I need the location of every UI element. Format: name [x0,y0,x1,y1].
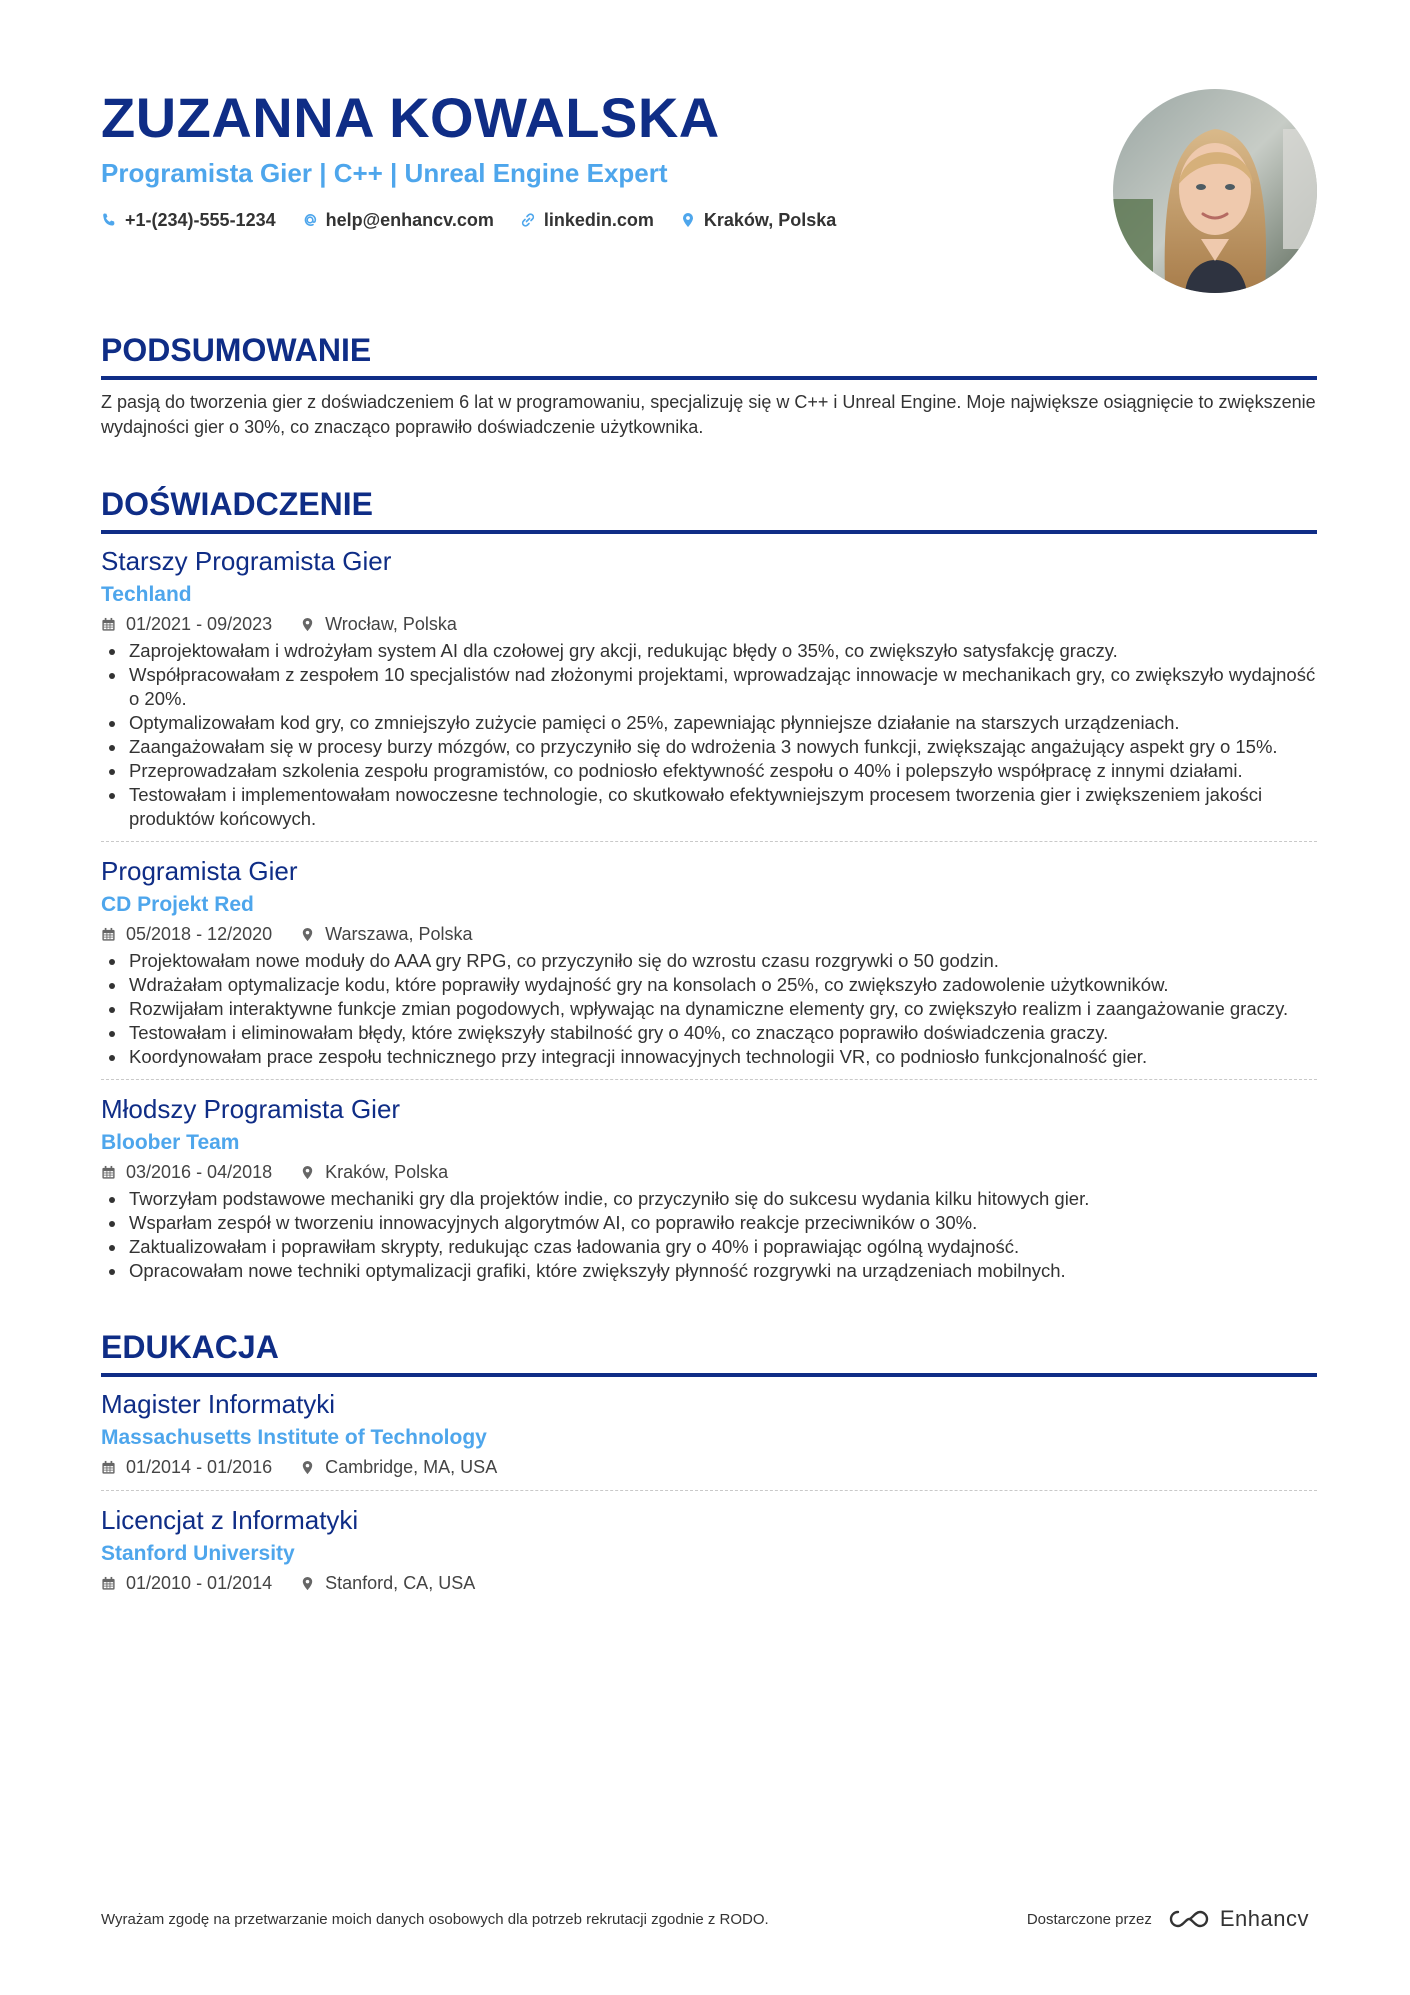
location-text: Cambridge, MA, USA [325,1457,498,1477]
date-range: 05/2018 - 12/2020 [126,924,273,944]
location-pin-icon [300,927,315,942]
job-dates [101,611,272,637]
education-section [101,1327,1317,1606]
job-location [300,1159,448,1185]
header [101,82,1317,312]
section-divider [101,530,1317,534]
list-item: • Koordynowałam prace zespołu technicznego przy integracji innowacyjnych technologii VR, co podniosło funkcjonalność gier. [127,1045,1317,1069]
email-text: help@enhancv.com [325,210,494,230]
job-title: Programista Gier [101,856,298,886]
calendar-icon [101,1165,116,1180]
list-item: • Zaangażowałam się w procesy burzy mózgów, co przyczyniło się do wdrożenia 3 nowych funkcji, zwiększając angażujący aspekt gry o 15%. [127,735,1317,759]
list-item: • Testowałam i eliminowałam błędy, które zwiększyły stabilność gry o 40%, co znacząco poprawiło doświadczenia graczy. [127,1021,1317,1045]
date-range: 03/2016 - 04/2018 [126,1162,273,1182]
profile-photo [1113,89,1317,293]
list-item: • Wsparłam zespół w tworzeniu innowacyjnych algorytmów AI, co poprawiło reakcje przeciwników o 30%. [127,1211,1317,1235]
degree-title: Magister Informatyki [101,1389,336,1419]
achievement-list [101,1187,1317,1283]
linkedin-text: linkedin.com [543,210,654,230]
contact-linkedin[interactable] [520,208,654,232]
education-location [300,1570,475,1596]
school-name: Stanford University [101,1542,295,1565]
location-pin-icon [680,212,696,228]
contact-location [680,208,836,232]
job-location [300,611,457,637]
date-range: 01/2010 - 01/2014 [126,1573,273,1593]
experience-heading: DOŚWIADCZENIE [101,486,373,522]
location-text: Warszawa, Polska [325,924,473,944]
list-item: • Zaprojektowałam i wdrożyłam system AI dla czołowej gry akcji, redukując błędy o 35%, co zwiększyło satysfakcję graczy. [127,639,1317,663]
location-pin-icon [300,1576,315,1591]
education-dates [101,1570,272,1596]
calendar-icon [101,927,116,942]
at-icon [302,212,318,228]
list-item: • Testowałam i implementowałam nowoczesne technologie, co skutkowało efektywniejszym procesem tworzenia gier i zwiększeniem jakości produktów końcowych. [127,783,1317,831]
job-meta [101,921,1317,947]
calendar-icon [101,1460,116,1475]
location-text: Kraków, Polska [325,1162,449,1182]
company-name: Techland [101,583,192,606]
experience-entry [101,1079,1317,1293]
company-name: CD Projekt Red [101,893,254,916]
education-entry [101,1490,1317,1606]
experience-section [101,484,1317,1293]
location-text: Wrocław, Polska [325,614,457,634]
date-range: 01/2021 - 09/2023 [126,614,273,634]
link-icon [520,212,536,228]
summary-section [101,330,1317,440]
location-pin-icon [300,1165,315,1180]
phone-icon [101,212,117,228]
list-item: • Projektowałam nowe moduły do AAA gry RPG, co przyczyniło się do wzrostu czasu rozgrywki o 50 godzin. [127,949,1317,973]
experience-entry [101,841,1317,1079]
experience-entry [101,544,1317,841]
list-item: • Współpracowałam z zespołem 10 specjalistów nad złożonymi projektami, wprowadzając innowacje w mechanikach gry, co zwiększyło wydajność o 20%. [127,663,1317,711]
summary-heading: PODSUMOWANIE [101,332,372,368]
location-pin-icon [300,1460,315,1475]
brand-name: Enhancv [1219,1906,1309,1931]
job-dates [101,1159,272,1185]
company-name: Bloober Team [101,1131,240,1154]
degree-title: Licencjat z Informatyki [101,1505,359,1535]
education-dates [101,1454,272,1480]
gdpr-consent: Wyrażam zgodę na przetwarzanie moich danych osobowych dla potrzeb rekrutacji zgodnie z RODO. [101,1910,769,1928]
candidate-title: Programista Gier | C++ | Unreal Engine Expert [101,158,668,188]
achievement-list [101,949,1317,1069]
list-item: • Rozwijałam interaktywne funkcje zmian pogodowych, wpływając na dynamiczne elementy gry, co zwiększyło realizm i zaangażowanie graczy. [127,997,1317,1021]
footer [101,1906,1309,1932]
list-item: • Tworzyłam podstawowe mechaniki gry dla projektów indie, co przyczyniło się do sukcesu wydania kilku hitowych gier. [127,1187,1317,1211]
education-entry [101,1387,1317,1490]
school-name: Massachusetts Institute of Technology [101,1426,487,1449]
phone-text: +1-(234)-555-1234 [125,210,276,230]
location-text: Kraków, Polska [703,210,837,230]
job-meta [101,1159,1317,1185]
list-item: • Wdrażałam optymalizacje kodu, które poprawiły wydajność gry na konsolach o 25%, co zwiększyło zadowolenie użytkowników. [127,973,1317,997]
section-divider [101,1373,1317,1377]
contact-phone[interactable] [101,208,276,232]
job-location [300,921,472,947]
calendar-icon [101,1576,116,1591]
location-pin-icon [300,617,315,632]
list-item: • Zaktualizowałam i poprawiłam skrypty, redukując czas ładowania gry o 40% i poprawiając ogólną wydajność. [127,1235,1317,1259]
enhancv-logo-icon [1166,1908,1212,1930]
education-location [300,1454,497,1480]
list-item: • Opracowałam nowe techniki optymalizacji grafiki, które zwiększyły płynność rozgrywki na urządzeniach mobilnych. [127,1259,1317,1283]
list-item: • Optymalizowałam kod gry, co zmniejszyło zużycie pamięci o 25%, zapewniając płynniejsze działanie na starszych urządzeniach. [127,711,1317,735]
location-text: Stanford, CA, USA [325,1573,476,1593]
section-divider [101,376,1317,380]
date-range: 01/2014 - 01/2016 [126,1457,273,1477]
job-meta [101,611,1317,637]
enhancv-brand[interactable] [1166,1906,1309,1932]
calendar-icon [101,617,116,632]
achievement-list [101,639,1317,831]
powered-by [1027,1906,1309,1932]
education-heading: EDUKACJA [101,1329,279,1365]
contact-email[interactable] [302,208,494,232]
candidate-name: ZUZANNA KOWALSKA [101,86,720,149]
summary-text: Z pasją do tworzenia gier z doświadczeniem 6 lat w programowaniu, specjalizuję się w C++ i Unreal Engine. Moje największe osiągnięcie to zwiększenie wydajności gier o 30%, co znacząco poprawiło doświadczenie użytkownika. [101,392,1316,437]
education-meta [101,1570,1317,1596]
powered-by-label: Dostarczone przez [1026,1910,1152,1928]
job-title: Młodszy Programista Gier [101,1094,401,1124]
education-meta [101,1454,1317,1480]
job-dates [101,921,272,947]
job-title: Starszy Programista Gier [101,546,392,576]
list-item: • Przeprowadzałam szkolenia zespołu programistów, co podniosło efektywność zespołu o 40% i polepszyło współpracę z innymi działami. [127,759,1317,783]
